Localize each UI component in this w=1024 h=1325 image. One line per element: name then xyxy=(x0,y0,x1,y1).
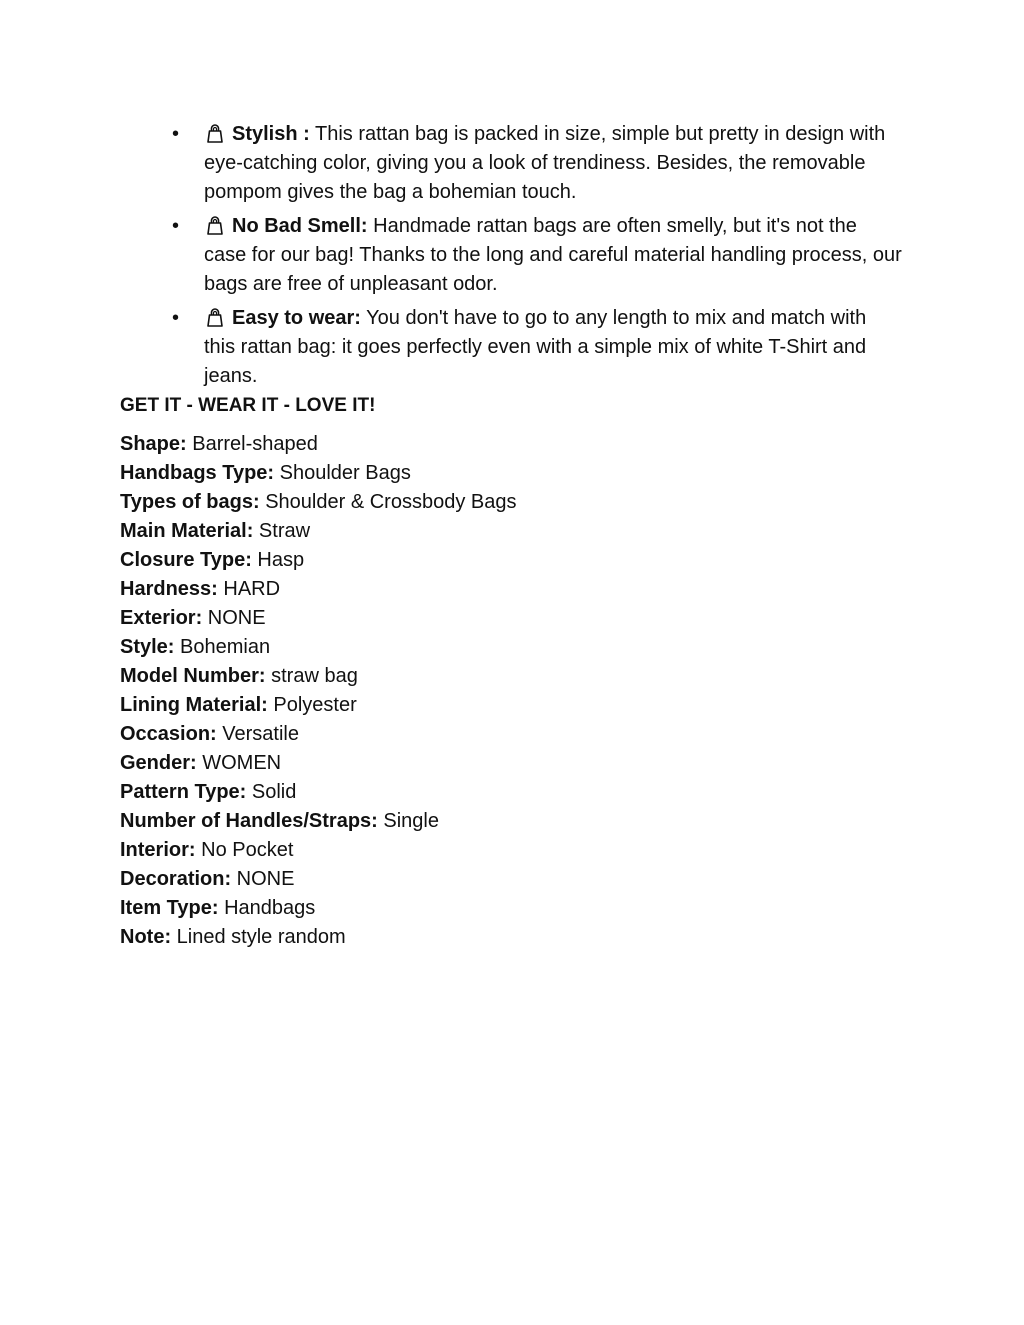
spec-row-gender xyxy=(120,749,516,778)
spec-row-hardness xyxy=(120,575,516,604)
spec-row-model-number xyxy=(120,662,516,691)
spec-value: Bohemian xyxy=(174,636,271,658)
spec-value: Handbags xyxy=(218,897,316,919)
spec-label: Pattern Type: xyxy=(120,781,247,803)
spec-value: WOMEN xyxy=(196,752,282,774)
spec-value: Shoulder Bags xyxy=(274,462,411,484)
spec-label: Shape: xyxy=(120,433,187,455)
spec-row-note xyxy=(120,923,516,952)
feature-title: Easy to wear: xyxy=(232,307,361,329)
feature-item xyxy=(172,212,902,299)
spec-label: Interior: xyxy=(120,839,196,861)
feature-text: You don't have to go to any length to mix and match with this rattan bag: it goes perfectly even with a simple mix of white T-Shirt and jeans. xyxy=(204,307,867,387)
handbag-icon xyxy=(204,306,226,328)
spec-row-decoration xyxy=(120,865,516,894)
feature-list xyxy=(172,120,902,396)
bullet-icon: • xyxy=(172,215,180,237)
feature-text: This rattan bag is packed in size, simple but pretty in design with eye-catching color, giving you a look of trendiness. Besides, the removable pompom gives the bag a bohemian touch. xyxy=(204,123,886,203)
spec-row-handles-straps xyxy=(120,807,516,836)
spec-row-pattern-type xyxy=(120,778,516,807)
spec-label: Exterior: xyxy=(120,607,203,629)
slogan: GET IT - WEAR IT - LOVE IT! xyxy=(120,395,376,416)
spec-list xyxy=(120,430,516,952)
spec-value: No Pocket xyxy=(195,839,294,861)
spec-value: NONE xyxy=(231,868,295,890)
spec-row-style xyxy=(120,633,516,662)
spec-label: Number of Handles/Straps: xyxy=(120,810,378,832)
spec-row-types-of-bags xyxy=(120,488,516,517)
spec-value: Lined style random xyxy=(171,926,346,948)
spec-label: Style: xyxy=(120,636,175,658)
feature-title: Stylish : xyxy=(232,123,310,145)
handbag-icon xyxy=(204,214,226,236)
spec-row-closure-type xyxy=(120,546,516,575)
spec-label: Main Material: xyxy=(120,520,254,542)
spec-row-lining-material xyxy=(120,691,516,720)
spec-row-item-type xyxy=(120,894,516,923)
feature-text: Handmade rattan bags are often smelly, but it's not the case for our bag! Thanks to the long and careful material handling process, our bags are free of unpleasant odor. xyxy=(204,215,902,295)
spec-label: Decoration: xyxy=(120,868,232,890)
spec-label: Gender: xyxy=(120,752,197,774)
spec-value: HARD xyxy=(217,578,281,600)
spec-row-exterior xyxy=(120,604,516,633)
spec-label: Types of bags: xyxy=(120,491,260,513)
feature-title: No Bad Smell: xyxy=(232,215,368,237)
spec-label: Occasion: xyxy=(120,723,217,745)
spec-label: Hardness: xyxy=(120,578,218,600)
spec-value: Single xyxy=(377,810,439,832)
spec-row-handbags-type xyxy=(120,459,516,488)
spec-value: straw bag xyxy=(265,665,358,687)
spec-value: NONE xyxy=(202,607,266,629)
spec-label: Model Number: xyxy=(120,665,266,687)
spec-row-interior xyxy=(120,836,516,865)
spec-value: Straw xyxy=(253,520,311,542)
spec-value: Versatile xyxy=(216,723,299,745)
spec-row-main-material xyxy=(120,517,516,546)
spec-value: Hasp xyxy=(251,549,305,571)
spec-label: Note: xyxy=(120,926,172,948)
spec-value: Solid xyxy=(246,781,297,803)
spec-value: Polyester xyxy=(267,694,357,716)
spec-value: Shoulder & Crossbody Bags xyxy=(259,491,517,513)
spec-label: Closure Type: xyxy=(120,549,252,571)
handbag-icon xyxy=(204,122,226,144)
spec-row-occasion xyxy=(120,720,516,749)
spec-label: Lining Material: xyxy=(120,694,268,716)
bullet-icon: • xyxy=(172,307,180,329)
spec-row-shape xyxy=(120,430,516,459)
bullet-icon: • xyxy=(172,123,180,145)
spec-label: Item Type: xyxy=(120,897,219,919)
feature-item xyxy=(172,304,902,391)
spec-value: Barrel-shaped xyxy=(186,433,318,455)
spec-label: Handbags Type: xyxy=(120,462,275,484)
feature-item xyxy=(172,120,902,207)
